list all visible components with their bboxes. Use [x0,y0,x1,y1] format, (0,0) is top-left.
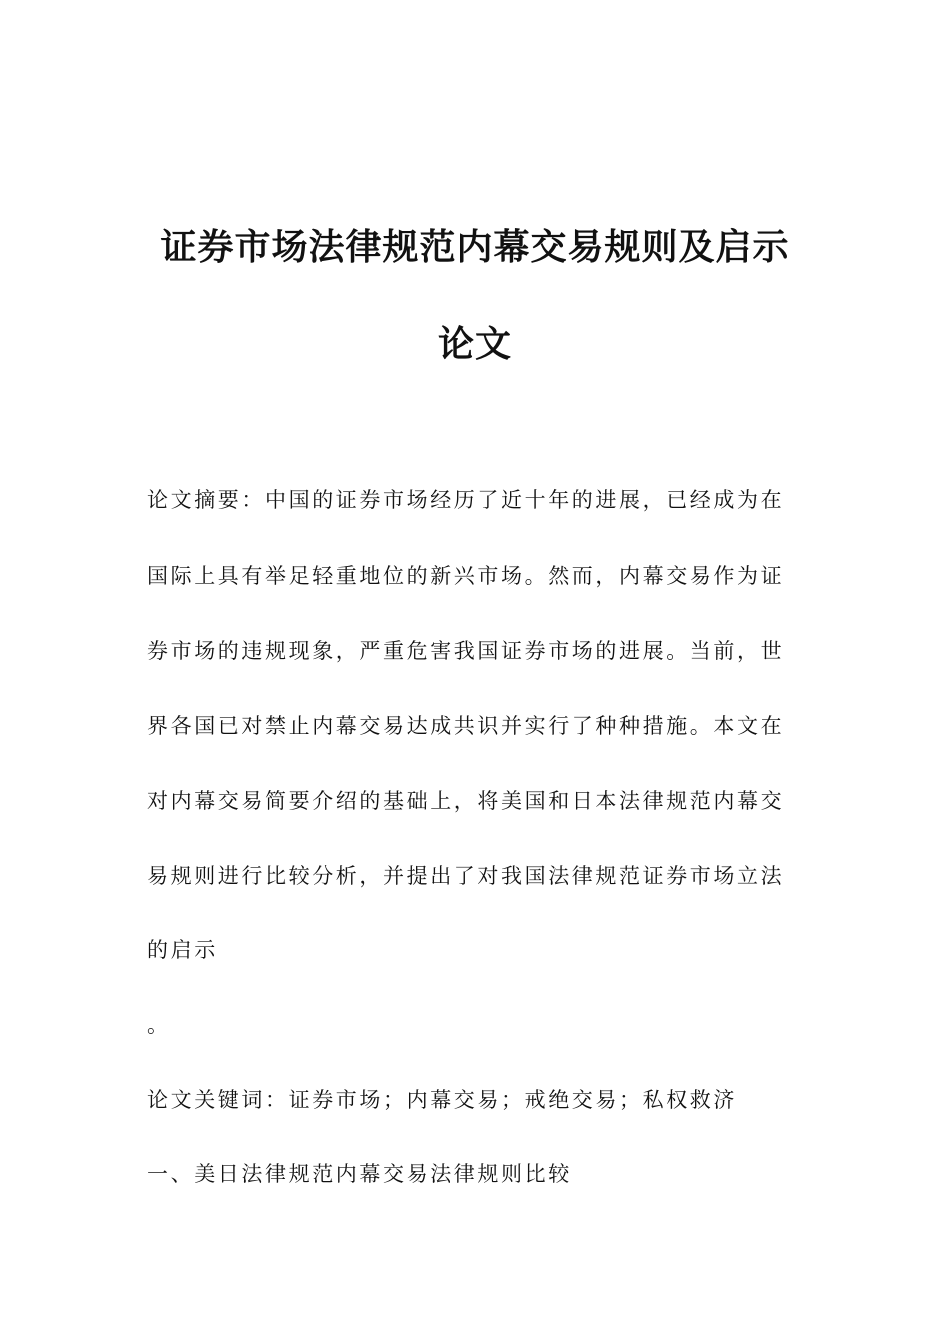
abstract-line-7: 的启示 [147,938,218,962]
document-title-line-2: 论文 [437,324,512,365]
document-title-line-1: 证券市场法律规范内幕交易规则及启示 [160,227,790,268]
section-heading: 一、美日法律规范内幕交易法律规则比较 [147,1162,572,1186]
abstract-line-3: 券市场的违规现象，严重危害我国证券市场的进展。当前，世 [147,639,785,663]
abstract-line-4: 界各国已对禁止内幕交易达成共识并实行了种种措施。本文在 [147,714,785,738]
abstract-line-1: 论文摘要：中国的证券市场经历了近十年的进展，已经成为在 [147,488,785,512]
abstract-line-6: 易规则进行比较分析，并提出了对我国法律规范证券市场立法 [147,864,785,888]
abstract-line-8: 。 [147,1013,171,1037]
abstract-line-2: 国际上具有举足轻重地位的新兴市场。然而，内幕交易作为证 [147,564,785,588]
abstract-line-5: 对内幕交易简要介绍的基础上，将美国和日本法律规范内幕交 [147,789,785,813]
keywords-line: 论文关键词：证券市场；内幕交易；戒绝交易；私权救济 [147,1088,737,1112]
